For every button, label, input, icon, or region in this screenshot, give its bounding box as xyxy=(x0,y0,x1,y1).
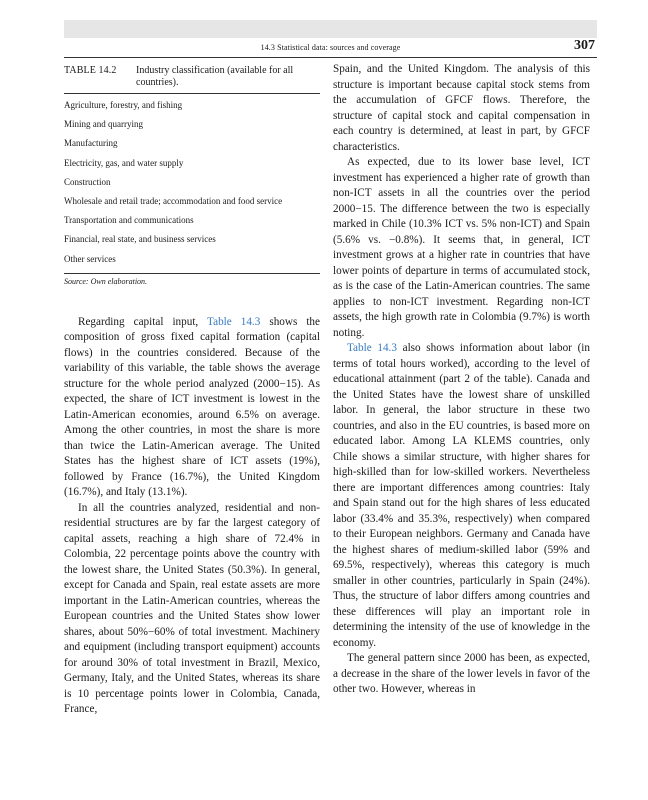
table-title: Industry classification (available for all countries). xyxy=(136,65,294,88)
table-caption xyxy=(64,62,320,89)
paragraph-structures: In all the countries analyzed, residential and non-residential structures are by far the largest category of capital assets, reaching a high share of 72.4% in Colombia, 22 percentage points above the country with the lowest share, the United States (50.3%). In general, except for Canada and Spain, real estate assets are more important in the Latin-American countries, whereas the European countries and the United States show lower shares, about 50%−60% of total investment. Machinery and equipment (including transport equipment) accounts for around 30% of total investment in Brazil, Mexico, Germany, Italy, and the United States, whereas its share is 10 percentage points lower in Colombia, Canada, France, xyxy=(64,501,320,716)
paragraph-capital-input xyxy=(64,315,320,501)
page-number: 307 xyxy=(574,38,595,53)
running-title: 14.3 Statistical data: sources and coverage xyxy=(260,43,401,52)
paragraph-gfcf: Spain, and the United Kingdom. The analysis of this structure is important because capital stock stems from the accumulation of GFCF flows. Therefore, the structure of capital stock and capital compensation in each country is determined, at least in part, by GFCF characteristics. xyxy=(333,63,590,153)
table-bottom-rule xyxy=(64,273,320,274)
table-link[interactable]: Table 14.3 xyxy=(347,342,397,354)
industry-table xyxy=(64,62,320,286)
top-banner xyxy=(64,20,597,38)
table-row: Agriculture, forestry, and fishing xyxy=(64,100,183,110)
table-row: Transportation and communications xyxy=(64,215,194,226)
table-rows xyxy=(64,94,320,269)
running-header xyxy=(64,40,597,56)
paragraph-general-pattern: The general pattern since 2000 has been, as expected, a decrease in the share of the lower levels in favor of the other two. However, whereas in xyxy=(333,652,590,695)
right-column xyxy=(333,62,590,698)
table-row: Construction xyxy=(64,176,111,187)
table-row: Manufacturing xyxy=(64,138,118,149)
table-row: Mining and quarrying xyxy=(64,119,143,130)
table-row: Wholesale and retail trade; accommodation and food service xyxy=(64,195,283,206)
table-row: Electricity, gas, and water supply xyxy=(64,157,184,168)
paragraph-text: Regarding capital input, xyxy=(78,315,208,328)
left-column xyxy=(64,62,320,718)
source-label: Source: xyxy=(64,276,89,286)
table-label: TABLE 14.2 xyxy=(64,65,117,76)
table-source xyxy=(64,277,320,286)
table-row: Other services xyxy=(64,253,116,264)
table-row: Financial, real state, and business services xyxy=(64,234,216,245)
header-rule xyxy=(64,57,597,58)
paragraph-text: shows the composition of gross fixed capital formation (capital flows) in the countries considered. Because of the variability of this variable, the table shows the average structure for the whole period analyzed (2000−15). As expected, the share of ICT investment is lowest in the Latin-American economies, around 6.5% on average. Among the other countries, in most the share is more than twice the Latin-American average. The United States has the highest share of ICT assets (19%), followed by France (16.7%), the United Kingdom (16.7%), and Italy (13.1%). xyxy=(64,315,320,499)
paragraph-labor xyxy=(333,341,590,651)
source-text: Own elaboration. xyxy=(90,276,148,286)
paragraph-ict-growth: As expected, due to its lower base level, ICT investment has experienced a higher rate of growth than non-ICT assets in all the countries over the period 2000−15. The difference between the two is especially marked in Chile (10.3% ICT vs. 5% non-ICT) and Spain (5.6% vs. −0.8%). It seems that, in general, ICT investment grows at a higher rate in countries that have lower points of departure in terms of accumulated stock, as is the case of the Latin-American countries. The same applies to non-ICT investment. Regarding non-ICT assets, the high growth rate in Colombia (9.7%) is worth noting. xyxy=(333,156,590,339)
table-link[interactable]: Table 14.3 xyxy=(207,315,261,328)
paragraph-text: also shows information about labor (in terms of total hours worked), according to the level of educational attainment (part 2 of the table). Canada and the United States have the lowest share of unskilled labor. In general, the labor structure in these two countries, and also in the EU countries, is based more on educated labor. Among LA KLEMS countries, only Chile shows a similar structure, with higher shares for high-skilled than for low-skilled workers. Nevertheless there are important differences among countries: Italy and Spain stand out for the high shares of less educated labor (33.4% and 35.3%, respectively) when compared to their European neighbors. Germany and Canada have the highest shares of medium-skilled labor (59% and 69.5%, respectively), whereas this category is much smaller in other countries, particularly in Spain (24%). Thus, the structure of labor differs among countries and these differences will play an important role in determining the intensity of the use of knowledge in the economy. xyxy=(333,342,590,649)
